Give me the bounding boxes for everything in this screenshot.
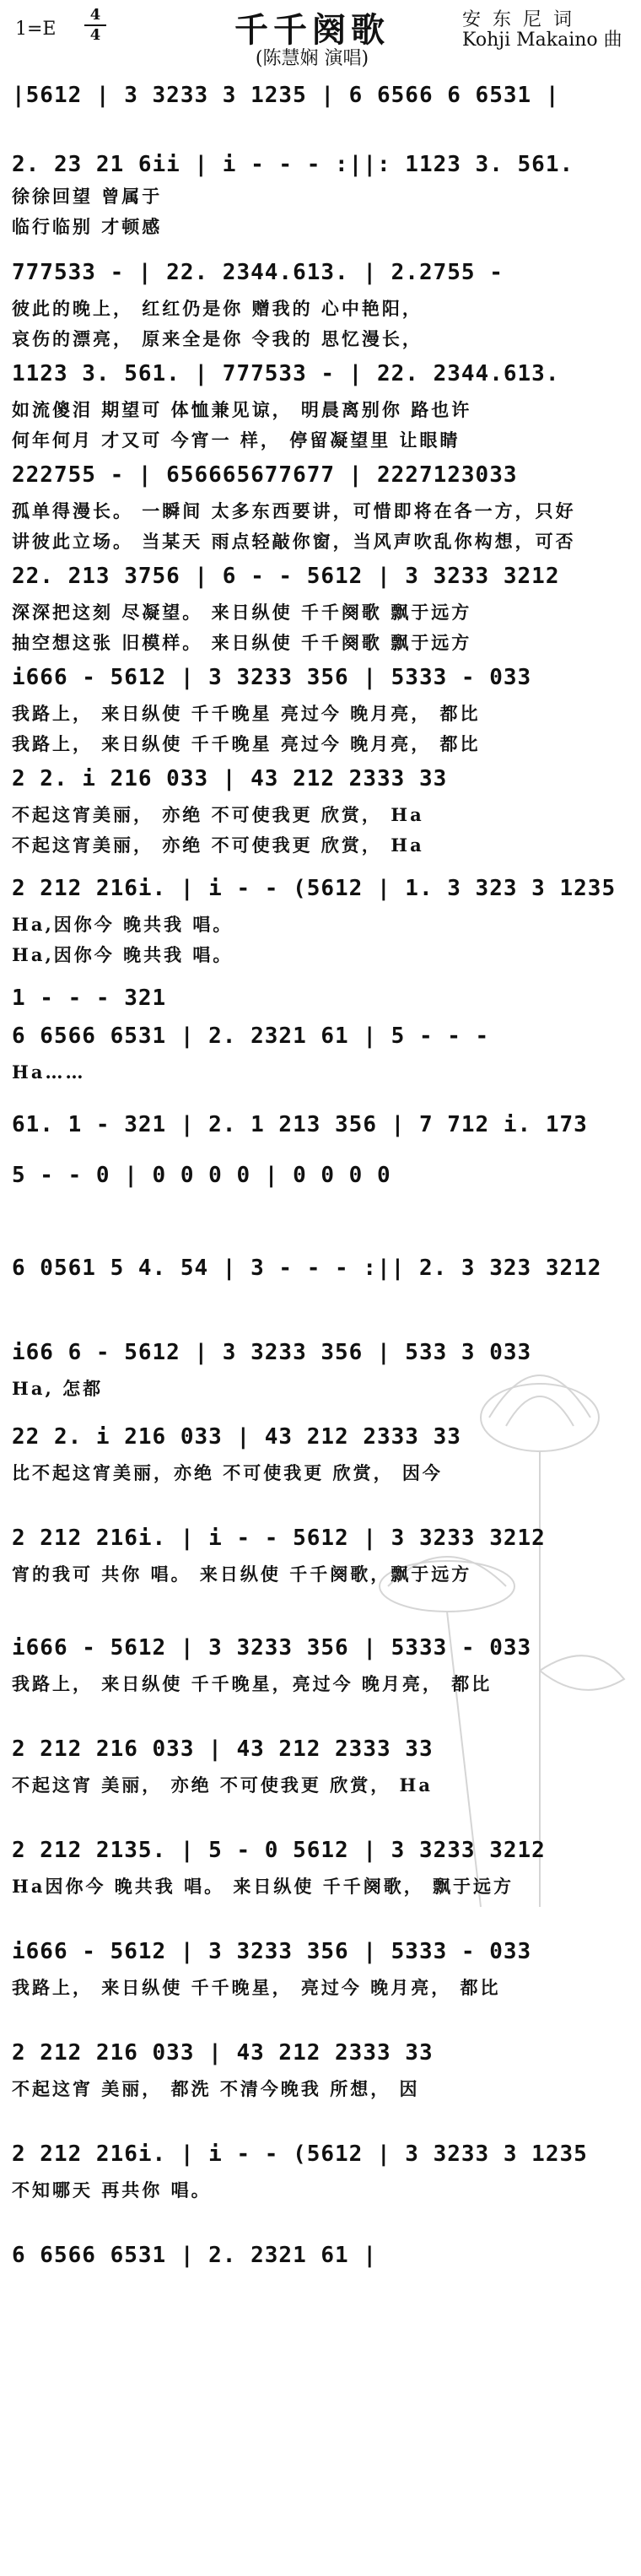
notation-line: i666 - 5612 | 3 3233 356 | 5333 - 033 — [12, 1939, 532, 1964]
lyric-line: 徐徐回望 曾属于 — [12, 186, 163, 207]
lyric-line: Ha,因你今 晚共我 唱。 — [12, 944, 234, 965]
score-row — [12, 354, 628, 456]
lyric-line: 不起这宵 美丽， 都洗 不清今晚我 所想， 因 — [12, 2078, 420, 2099]
score-row — [12, 1730, 628, 1801]
notation-line: 6 0561 5 4. 54 | 3 - - - :|| 2. 3 323 3212 — [12, 1256, 602, 1281]
score-row — [12, 1156, 628, 1196]
lyric-line: 不起这宵美丽， 亦绝 不可使我更 欣赏， Ha — [12, 834, 424, 856]
notation-line: 61. 1 - 321 | 2. 1 213 356 | 7 712 i. 173 — [12, 1112, 588, 1137]
score-row — [12, 2135, 628, 2206]
singer-credit: (陈慧娴 演唱) — [255, 48, 369, 69]
lyric-line: 临行临别 才顿感 — [12, 216, 163, 237]
notation-line: 2 212 216 033 | 43 212 2333 33 — [12, 2040, 434, 2066]
notation-line: 6 6566 6531 | 2. 2321 61 | 5 - - - — [12, 1023, 490, 1049]
notation-line: 5 - - 0 | 0 0 0 0 | 0 0 0 0 — [12, 1163, 391, 1188]
score-row — [12, 1831, 628, 1902]
notation-line: 2 2. i 216 033 | 43 212 2333 33 — [12, 766, 448, 791]
lyricist-credit: 安东尼词 — [462, 9, 584, 30]
lyric-line: 我路上， 来日纵使 千千晚星，亮过今 晚月亮， 都比 — [12, 1673, 493, 1694]
score-row — [12, 1017, 628, 1088]
lyric-line: 抽空想这张 旧模样。 来日纵使 千千阕歌 飘于远方 — [12, 632, 472, 653]
score-row — [12, 1249, 628, 1289]
score-row — [12, 1519, 628, 1590]
score-row — [12, 2033, 628, 2104]
lyric-line: 深深把这刻 尽凝望。 来日纵使 千千阕歌 飘于远方 — [12, 602, 472, 623]
notation-line: 2 212 216i. | i - - 5612 | 3 3233 3212 — [12, 1526, 546, 1551]
meter-top: 4 — [89, 6, 101, 24]
time-signature — [84, 7, 106, 44]
notation-line: 222755 - | 656665677677 | 2227123033 — [12, 462, 518, 488]
notation-line: 2 212 216i. | i - - (5612 | 1. 3 323 3 1235 — [12, 876, 617, 901]
lyric-line: Ha, 怎都 — [12, 1378, 104, 1399]
notation-line: 777533 - | 22. 2344.613. | 2.2755 - — [12, 260, 504, 285]
score-row — [12, 253, 628, 354]
score-row — [12, 658, 628, 759]
score-row — [12, 557, 628, 658]
lyric-line: 孤单得漫长。 一瞬间 太多东西要讲，可惜即将在各一方，只好 — [12, 500, 576, 521]
lyric-line: 我路上， 来日纵使 千千晚星 亮过今 晚月亮， 都比 — [12, 703, 481, 724]
score-row — [12, 759, 628, 861]
lyric-line: Ha,因你今 晚共我 唱。 — [12, 914, 234, 935]
composer-credit: Kohji Makaino 曲 — [462, 30, 622, 51]
lyric-line: Ha…… — [12, 1061, 86, 1083]
lyric-line: 哀伤的漂亮， 原来全是你 令我的 思忆漫长， — [12, 328, 423, 349]
score-row — [12, 1105, 628, 1146]
notation-line: 6 6566 6531 | 2. 2321 61 | — [12, 2243, 377, 2268]
score-row — [12, 1932, 628, 2003]
notation-line: 1 - - - 321 — [12, 986, 167, 1011]
score-row — [12, 979, 628, 1019]
lyric-line: Ha因你今 晚共我 唱。 来日纵使 千千阕歌， 飘于远方 — [12, 1876, 514, 1897]
lyric-line: 我路上， 来日纵使 千千晚星 亮过今 晚月亮， 都比 — [12, 733, 481, 754]
notation-line: 1123 3. 561. | 777533 - | 22. 2344.613. — [12, 361, 560, 386]
lyric-line: 彼此的晚上， 红红仍是你 赠我的 心中艳阳， — [12, 298, 423, 319]
score-row — [12, 456, 628, 557]
notation-line: |5612 | 3 3233 3 1235 | 6 6566 6 6531 | — [12, 83, 560, 108]
lyric-line: 不知哪天 再共你 唱。 — [12, 2179, 212, 2201]
score-row — [12, 145, 628, 186]
lyric-line: 我路上， 来日纵使 千千晚星， 亮过今 晚月亮， 都比 — [12, 1977, 501, 1998]
song-title: 千千阕歌 — [234, 10, 390, 50]
key-signature: 1=E — [15, 19, 57, 40]
lyric-line: 比不起这宵美丽，亦绝 不可使我更 欣赏， 因今 — [12, 1462, 443, 1483]
notation-line: 2 212 216i. | i - - (5612 | 3 3233 3 1235 — [12, 2141, 588, 2167]
score-row — [12, 2236, 628, 2276]
score-row — [12, 76, 628, 116]
notation-line: i66 6 - 5612 | 3 3233 356 | 533 3 033 — [12, 1340, 532, 1365]
notation-line: 22. 213 3756 | 6 - - 5612 | 3 3233 3212 — [12, 564, 560, 589]
score-row — [12, 1333, 628, 1404]
score-row — [12, 181, 628, 242]
meter-bottom: 4 — [89, 26, 101, 44]
notation-line: i666 - 5612 | 3 3233 356 | 5333 - 033 — [12, 1635, 532, 1661]
score-row — [12, 869, 628, 970]
score-row — [12, 1418, 628, 1488]
notation-line: 2 212 216 033 | 43 212 2333 33 — [12, 1736, 434, 1762]
lyric-line: 不起这宵 美丽， 亦绝 不可使我更 欣赏， Ha — [12, 1774, 434, 1796]
notation-line: i666 - 5612 | 3 3233 356 | 5333 - 033 — [12, 665, 532, 690]
lyric-line: 何年何月 才又可 今宵一 样， 停留凝望里 让眼睛 — [12, 429, 461, 451]
lyric-line: 宵的我可 共你 唱。 来日纵使 千千阕歌，飘于远方 — [12, 1563, 472, 1585]
lyric-line: 讲彼此立场。 当某天 雨点轻敲你窗，当风声吹乱你构想，可否 — [12, 531, 576, 552]
notation-line: 2 212 2135. | 5 - 0 5612 | 3 3233 3212 — [12, 1838, 546, 1863]
lyric-line: 不起这宵美丽， 亦绝 不可使我更 欣赏， Ha — [12, 804, 424, 825]
notation-line: 2. 23 21 6ii | i - - - :||: 1123 3. 561. — [12, 152, 574, 177]
notation-line: 22 2. i 216 033 | 43 212 2333 33 — [12, 1424, 461, 1450]
score-row — [12, 1628, 628, 1699]
lyric-line: 如流傻泪 期望可 体恤兼见谅， 明晨离别你 路也许 — [12, 399, 472, 420]
